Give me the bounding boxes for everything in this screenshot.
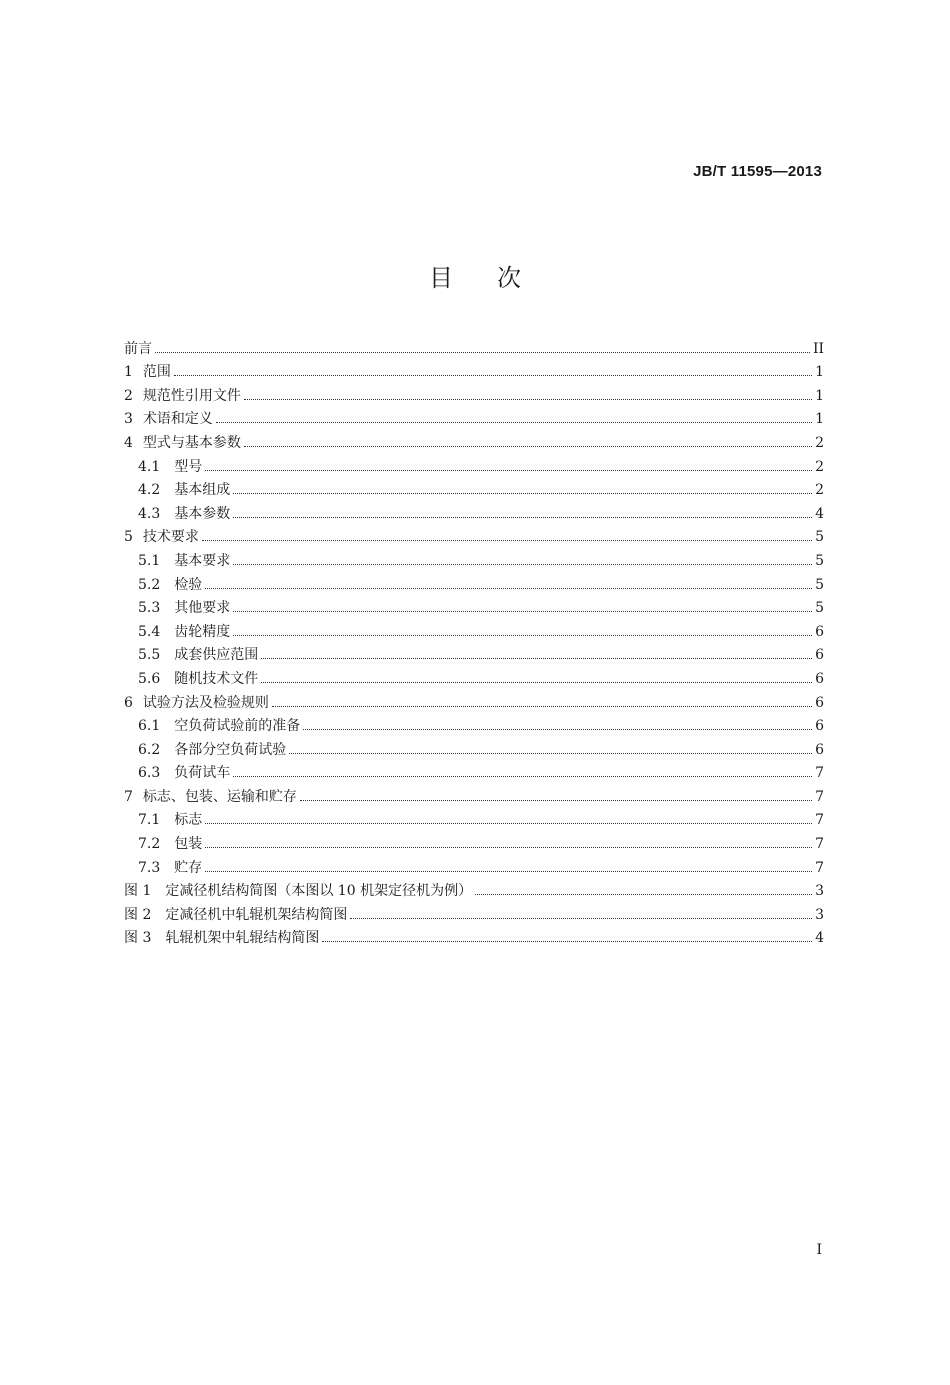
toc-entry-title: 检验 [174, 576, 203, 593]
toc-dot-leader [244, 398, 812, 400]
toc-entry-page: 5 [815, 600, 824, 617]
toc-dot-leader [202, 539, 812, 541]
page-number: I [816, 1242, 822, 1258]
document-number: JB/T 11595—2013 [693, 163, 822, 180]
toc-entry[interactable] [124, 806, 824, 830]
toc-entry-title: 标志 [174, 812, 203, 829]
toc-entry[interactable] [124, 853, 824, 877]
toc-entry-page: 1 [815, 411, 824, 428]
toc-entry-label [124, 576, 202, 594]
toc-entry-title: 基本组成 [174, 482, 231, 499]
toc-dot-leader [289, 752, 812, 754]
toc-entry-label [124, 694, 269, 712]
toc-entry-title: 各部分空负荷试验 [174, 741, 287, 758]
toc-entry-title: 型号 [174, 458, 203, 475]
toc-dot-leader [303, 728, 812, 730]
toc-entry-label [124, 623, 230, 641]
toc-dot-leader [233, 516, 812, 518]
toc-entry-page: 1 [815, 364, 824, 381]
toc-entry-number: 3 [124, 411, 133, 428]
toc-entry-label [124, 528, 199, 546]
toc-entry-label [124, 717, 300, 735]
toc-dot-leader [261, 681, 812, 683]
toc-entry-label [124, 835, 202, 853]
toc-entry[interactable] [124, 782, 824, 806]
toc-entry-title: 负荷试车 [174, 765, 231, 782]
toc-entry-page: 5 [815, 552, 824, 569]
toc-entry-label [124, 859, 202, 877]
toc-dot-leader [233, 775, 812, 777]
toc-entry-title: 贮存 [174, 859, 203, 876]
toc-entry-number: 1 [124, 364, 133, 381]
toc-entry-number: 7.3 [138, 859, 161, 876]
toc-entry-number: 6 [124, 694, 133, 711]
toc-entry-label [124, 929, 319, 947]
toc-entry-number: 5.5 [138, 647, 161, 664]
toc-entry-label [124, 788, 297, 806]
toc-dot-leader [300, 799, 812, 801]
toc-entry-title: 随机技术文件 [174, 670, 259, 687]
toc-entry-page: 6 [815, 647, 824, 664]
toc-entry[interactable] [124, 381, 824, 405]
toc-entry-number: 图 2 [124, 906, 152, 923]
toc-entry[interactable] [124, 759, 824, 783]
toc-entry-title: 范围 [142, 364, 171, 381]
toc-entry[interactable] [124, 617, 824, 641]
toc-entry-number: 4.1 [138, 458, 161, 475]
toc-entry[interactable] [124, 523, 824, 547]
toc-entry[interactable] [124, 924, 824, 948]
toc-entry-title: 包装 [174, 836, 203, 853]
toc-entry[interactable] [124, 664, 824, 688]
toc-dot-leader [322, 940, 812, 942]
toc-entry-number: 6.1 [138, 718, 161, 735]
toc-entry-label [124, 481, 230, 499]
toc-entry-label [124, 906, 347, 924]
toc-entry-page: 4 [815, 505, 824, 522]
toc-entry-title: 规范性引用文件 [142, 387, 241, 404]
toc-entry-page: 3 [815, 883, 824, 900]
toc-entry-label [124, 363, 171, 381]
toc-entry-number: 6.2 [138, 741, 161, 758]
toc-entry-title: 技术要求 [142, 529, 199, 546]
toc-entry-title: 前言 [124, 340, 152, 357]
toc-dot-leader [475, 893, 812, 895]
toc-entry[interactable] [124, 570, 824, 594]
toc-entry-page: 5 [815, 576, 824, 593]
toc-dot-leader [205, 469, 812, 471]
toc-entry-number: 6.3 [138, 765, 161, 782]
toc-entry[interactable] [124, 594, 824, 618]
toc-dot-leader [205, 846, 812, 848]
toc-entry[interactable] [124, 476, 824, 500]
toc-dot-leader [261, 657, 812, 659]
toc-entry-title: 基本参数 [174, 505, 231, 522]
toc-entry-page: 2 [815, 434, 824, 451]
toc-dot-leader [272, 705, 812, 707]
toc-entry-number: 5.2 [138, 576, 161, 593]
toc-entry-label [124, 670, 258, 688]
toc-dot-leader [155, 351, 810, 353]
toc-entry-number: 图 1 [124, 883, 152, 900]
toc-entry[interactable] [124, 452, 824, 476]
toc-dot-leader [350, 917, 812, 919]
toc-entry[interactable] [124, 358, 824, 382]
toc-entry-number: 7.2 [138, 836, 161, 853]
toc-entry-page: II [812, 340, 824, 357]
toc-entry-label [124, 434, 241, 452]
toc-entry-title: 其他要求 [174, 600, 231, 617]
toc-entry[interactable] [124, 688, 824, 712]
toc-entry-label [124, 505, 230, 523]
toc-entry-title: 定减径机中轧辊机架结构简图 [165, 906, 348, 923]
toc-entry-page: 3 [815, 906, 824, 923]
toc-entry-page: 5 [815, 529, 824, 546]
toc-entry-title: 轧辊机架中轧辊结构简图 [165, 930, 320, 947]
toc-entry-number: 4.2 [138, 482, 161, 499]
toc-entry-page: 6 [815, 623, 824, 640]
toc-entry-number: 4.3 [138, 505, 161, 522]
toc-entry[interactable] [124, 712, 824, 736]
toc-entry[interactable] [124, 900, 824, 924]
toc-entry-label [124, 646, 258, 664]
toc-entry[interactable] [124, 405, 824, 429]
toc-entry-page: 6 [815, 670, 824, 687]
toc-entry-label [124, 552, 230, 570]
toc-entry-label [124, 340, 152, 358]
toc-entry-page: 7 [815, 765, 824, 782]
toc-dot-leader [205, 822, 812, 824]
toc-entry-title: 标志、包装、运输和贮存 [142, 788, 297, 805]
toc-entry-number: 7.1 [138, 812, 161, 829]
toc-entry-number: 5.1 [138, 552, 161, 569]
toc-entry-page: 6 [815, 718, 824, 735]
toc-entry-title: 型式与基本参数 [142, 434, 241, 451]
toc-entry-label [124, 811, 202, 829]
toc-entry-title: 空负荷试验前的准备 [174, 718, 301, 735]
toc-entry[interactable] [124, 735, 824, 759]
toc-entry-title: 基本要求 [174, 552, 231, 569]
toc-entry[interactable] [124, 641, 824, 665]
toc-entry-label [124, 741, 286, 759]
toc-entry-number: 7 [124, 788, 133, 805]
toc-entry-page: 4 [815, 930, 824, 947]
toc-entry-label [124, 458, 202, 476]
toc-entry-label [124, 387, 241, 405]
toc-entry-number: 4 [124, 434, 133, 451]
page-title: 目次 [429, 264, 565, 292]
toc-entry-number: 2 [124, 387, 133, 404]
toc-entry-title: 试验方法及检验规则 [142, 694, 269, 711]
toc-entry-title: 齿轮精度 [174, 623, 231, 640]
toc-entry-page: 7 [815, 836, 824, 853]
toc-entry-number: 5.6 [138, 670, 161, 687]
toc-dot-leader [205, 587, 812, 589]
toc-entry-label [124, 599, 230, 617]
toc-dot-leader [233, 492, 812, 494]
toc-entry-page: 6 [815, 741, 824, 758]
toc-dot-leader [216, 421, 812, 423]
toc-entry[interactable] [124, 428, 824, 452]
toc-entry-label [124, 410, 213, 428]
toc-entry-label [124, 764, 230, 782]
toc-entry[interactable] [124, 877, 824, 901]
toc-entry-page: 7 [815, 859, 824, 876]
toc-entry-number: 5.3 [138, 600, 161, 617]
table-of-contents [124, 334, 824, 947]
toc-dot-leader [233, 610, 812, 612]
toc-entry-page: 7 [815, 812, 824, 829]
toc-dot-leader [233, 634, 812, 636]
toc-dot-leader [233, 563, 812, 565]
toc-entry-page: 2 [815, 482, 824, 499]
toc-entry[interactable] [124, 829, 824, 853]
toc-entry-page: 6 [815, 694, 824, 711]
toc-entry-page: 1 [815, 387, 824, 404]
toc-entry-title: 定减径机结构简图（本图以 10 机架定径机为例） [165, 883, 473, 900]
toc-dot-leader [244, 445, 812, 447]
toc-entry-number: 5 [124, 529, 133, 546]
toc-dot-leader [174, 374, 812, 376]
toc-dot-leader [205, 870, 812, 872]
toc-entry[interactable] [124, 334, 824, 358]
toc-entry-page: 2 [815, 458, 824, 475]
toc-entry[interactable] [124, 546, 824, 570]
toc-entry-title: 成套供应范围 [174, 647, 259, 664]
toc-entry-page: 7 [815, 788, 824, 805]
toc-entry-number: 图 3 [124, 930, 152, 947]
toc-entry-title: 术语和定义 [142, 411, 213, 428]
toc-entry-number: 5.4 [138, 623, 161, 640]
toc-entry[interactable] [124, 499, 824, 523]
toc-entry-label [124, 882, 472, 900]
